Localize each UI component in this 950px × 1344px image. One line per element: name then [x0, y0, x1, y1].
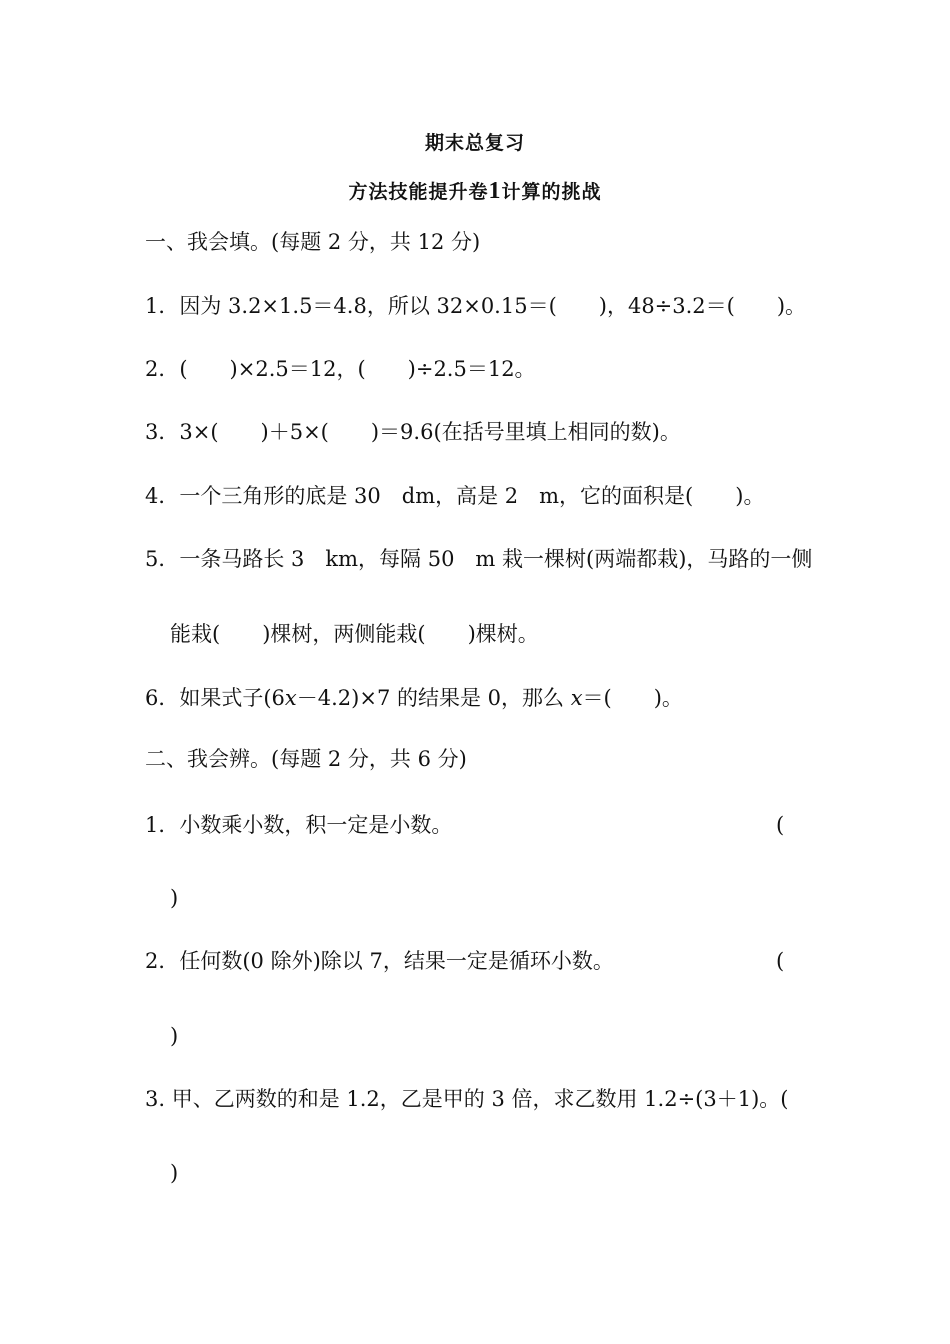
subtitle-prefix: 方法技能提升卷	[348, 181, 489, 203]
section1-question-3: 3．3×( )＋5×( )＝9.6(在括号里填上相同的数)。	[145, 420, 681, 444]
q6-variable: x	[284, 686, 297, 710]
section1-question-1: 1．因为 3.2×1.5＝4.8，所以 32×0.15＝( )，48÷3.2＝( )。	[145, 294, 807, 318]
q6-variable-2: x	[570, 686, 583, 710]
subtitle-suffix: 计算的挑战	[501, 181, 602, 203]
q6-middle: －4.2)×7 的结果是 0，那么	[296, 686, 571, 710]
section2-question-3: 3. 甲、乙两数的和是 1.2，乙是甲的 3 倍，求乙数用 1.2÷(3＋1)。(	[145, 1087, 789, 1111]
answer-paren-open-1: (	[776, 813, 785, 837]
section1-question-5-line1: 5．一条马路长 3 km，每隔 50 m 栽一棵树(两端都栽)，马路的一侧	[145, 547, 813, 571]
section1-question-2: 2．( )×2.5＝12，( )÷2.5＝12。	[145, 357, 536, 381]
section1-question-5-line2: 能栽( )棵树，两侧能栽( )棵树。	[170, 622, 539, 646]
answer-paren-close-2: )	[170, 1024, 179, 1048]
section2-heading: 二、我会辨。(每题 2 分，共 6 分)	[145, 747, 467, 771]
subtitle-number: 1	[488, 178, 502, 204]
section1-heading: 一、我会填。(每题 2 分，共 12 分)	[145, 230, 481, 254]
page-title: 期末总复习	[424, 132, 525, 154]
answer-paren-close-1: )	[170, 886, 179, 910]
page-subtitle	[0, 178, 950, 205]
section1-question-4: 4．一个三角形的底是 30 dm，高是 2 m，它的面积是( )。	[145, 484, 765, 508]
answer-paren-close-3: )	[170, 1161, 179, 1185]
q6-prefix: 6．如果式子(6	[145, 686, 285, 710]
section1-question-6	[145, 684, 683, 712]
answer-paren-open-2: (	[776, 949, 785, 973]
section2-question-2: 2．任何数(0 除外)除以 7，结果一定是循环小数。	[145, 949, 614, 973]
section2-question-1: 1．小数乘小数，积一定是小数。	[145, 813, 453, 837]
q6-suffix: ＝( )。	[582, 686, 683, 710]
